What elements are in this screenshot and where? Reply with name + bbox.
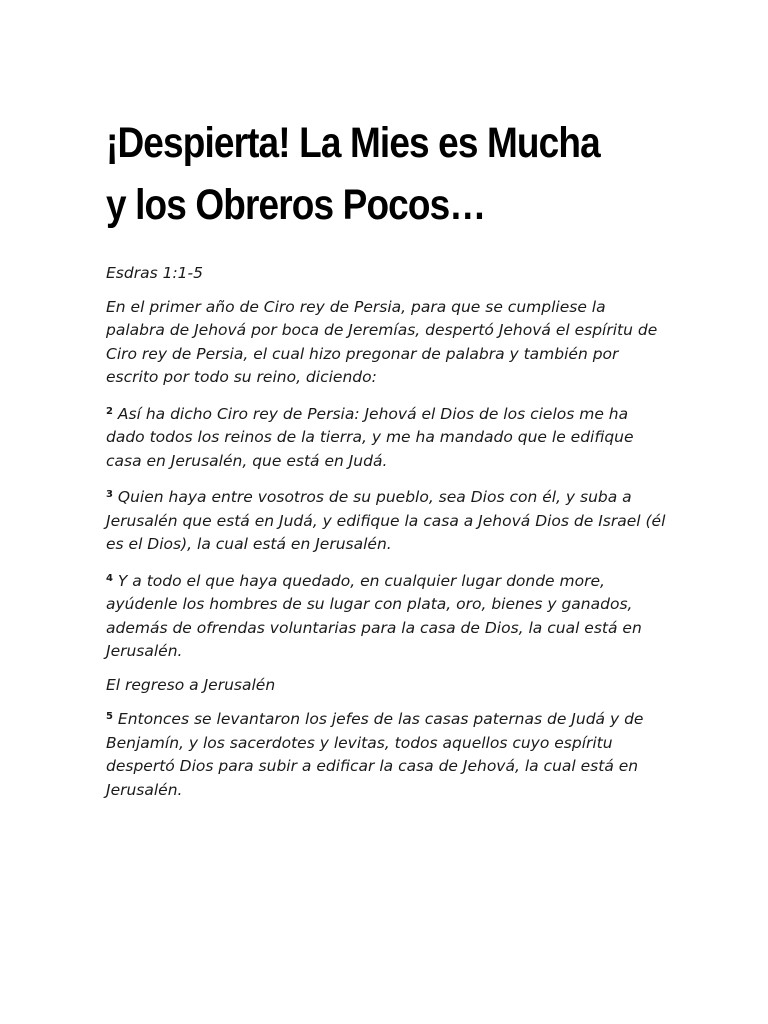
title-line-1: ¡Despierta! La Mies es Mucha: [106, 119, 600, 167]
verse-2: [106, 400, 666, 474]
verse-3-text: Quien haya entre vosotros de su pueblo, sea Dios con él, y suba a Jerusalén que está en Judá, y edifique la casa a Jehová Dios de Israel (él es el Dios), la cual está en Jerusalén.: [106, 488, 666, 553]
verse-4-text: Y a todo el que haya quedado, en cualquier lugar donde more, ayúdenle los hombres de su lugar con plata, oro, bienes y ganados, además de ofrendas voluntarias para la casa de Dios, la cual está en Jerusalén.: [106, 571, 642, 660]
verse-1: [106, 296, 666, 390]
verse-3: [106, 483, 666, 557]
verse-2-number: 2: [106, 405, 113, 417]
verse-5-number: 5: [106, 711, 113, 722]
verse-5: [106, 705, 666, 802]
verse-4-number: 4: [106, 572, 113, 584]
page-title: [106, 112, 605, 236]
verse-2-text: Así ha dicho Ciro rey de Persia: Jehová el Dios de los cielos me ha dado todos los reinos de la tierra, y me ha mandado que le edifique casa en Jerusalén, que está en Judá.: [106, 404, 634, 470]
verse-4: [106, 567, 666, 664]
scripture-reference: Esdras 1:1-5: [106, 264, 203, 282]
section-heading: El regreso a Jerusalén: [106, 675, 276, 694]
verse-5-text: Entonces se levantaron los jefes de las casas paternas de Judá y de Benjamín, y los sacerdotes y levitas, todos aquellos cuyo espíritu despertó Dios para subir a edificar la casa de Jehová, la cual está en Jerusalén.: [106, 710, 644, 799]
verse-3-number: 3: [106, 489, 113, 500]
title-line-2: y los Obreros Pocos…: [106, 181, 486, 229]
scripture-body: [106, 262, 666, 812]
verse-1-text: En el primer año de Ciro rey de Persia, para que se cumpliese la palabra de Jehová por boca de Jeremías, despertó Jehová el espíritu de Ciro rey de Persia, el cual hizo pregonar de palabra y también por escrito por todo su reino, diciendo:: [106, 297, 658, 386]
